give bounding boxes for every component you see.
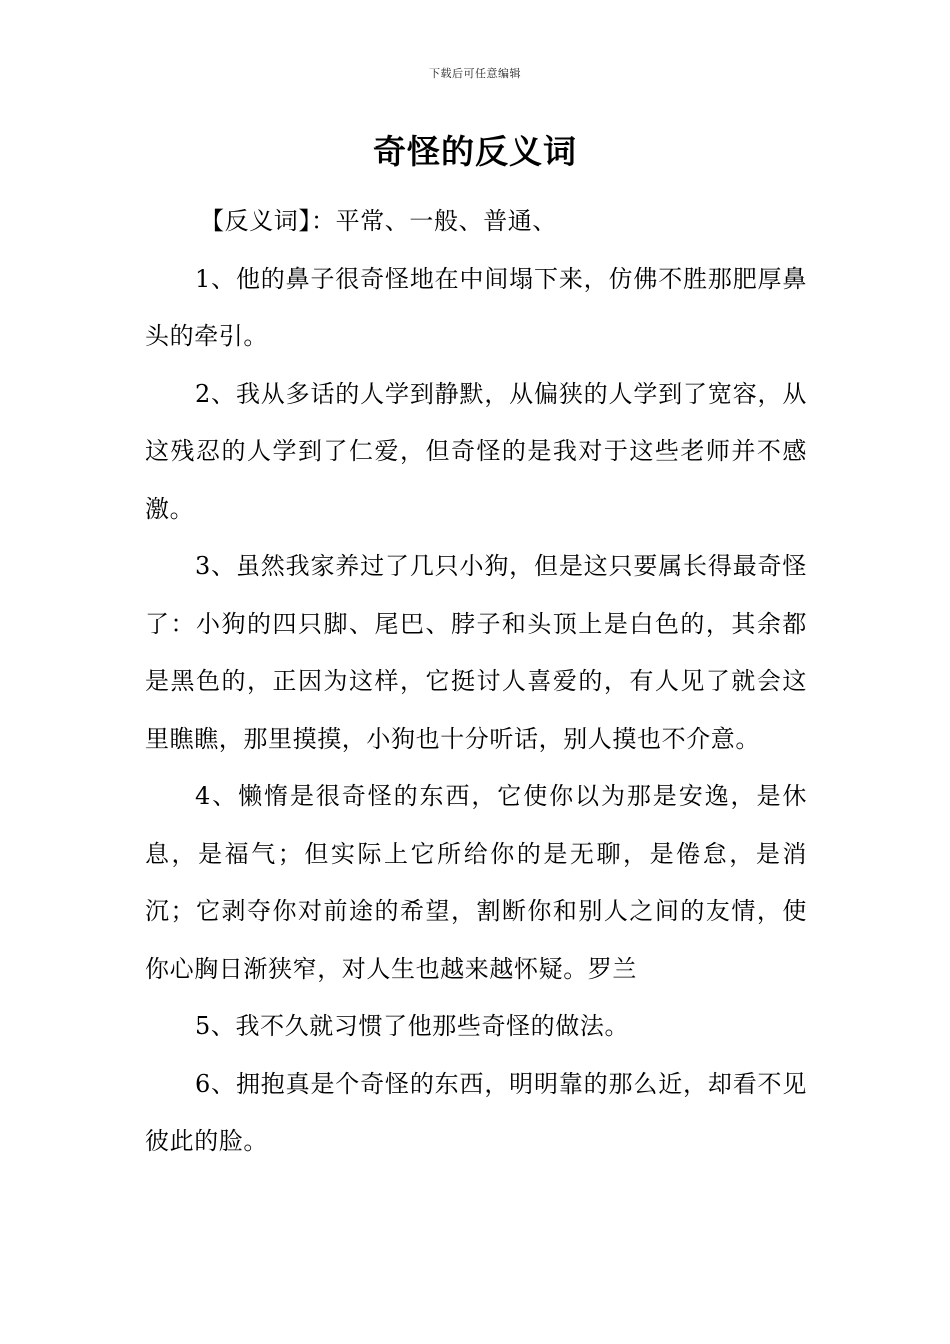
example-sentence-2: 2、我从多话的人学到静默，从偏狭的人学到了宽容，从这残忍的人学到了仁爱，但奇怪的是我对于这些老师并不感激。 — [145, 379, 807, 523]
antonyms-line: 【反义词】：平常、一般、普通、 — [200, 207, 557, 235]
example-sentence-5: 5、我不久就习惯了他那些奇怪的做法。 — [195, 1012, 630, 1040]
document-body — [145, 193, 807, 1171]
example-sentence-6: 6、拥抱真是个奇怪的东西，明明靠的那么近，却看不见彼此的脸。 — [145, 1069, 807, 1155]
example-sentence-4: 4、懒惰是很奇怪的东西，它使你以为那是安逸，是休息，是福气；但实际上它所给你的是无聊，是倦怠，是消沉；它剥夺你对前途的希望，割断你和别人之间的友情，使你心胸日渐狭窄，对人生也越来越怀疑。罗兰 — [145, 782, 807, 983]
document-title: 奇怪的反义词 — [373, 132, 577, 171]
header-note: 下载后可任意编辑 — [429, 67, 521, 80]
example-sentence-3: 3、虽然我家养过了几只小狗，但是这只要属长得最奇怪了：小狗的四只脚、尾巴、脖子和头顶上是白色的，其余都是黑色的，正因为这样，它挺讨人喜爱的，有人见了就会这里瞧瞧，那里摸摸，小狗也十分听话，别人摸也不介意。 — [145, 552, 807, 753]
example-sentence-1: 1、他的鼻子很奇怪地在中间塌下来，仿佛不胜那肥厚鼻头的牵引。 — [145, 264, 807, 350]
